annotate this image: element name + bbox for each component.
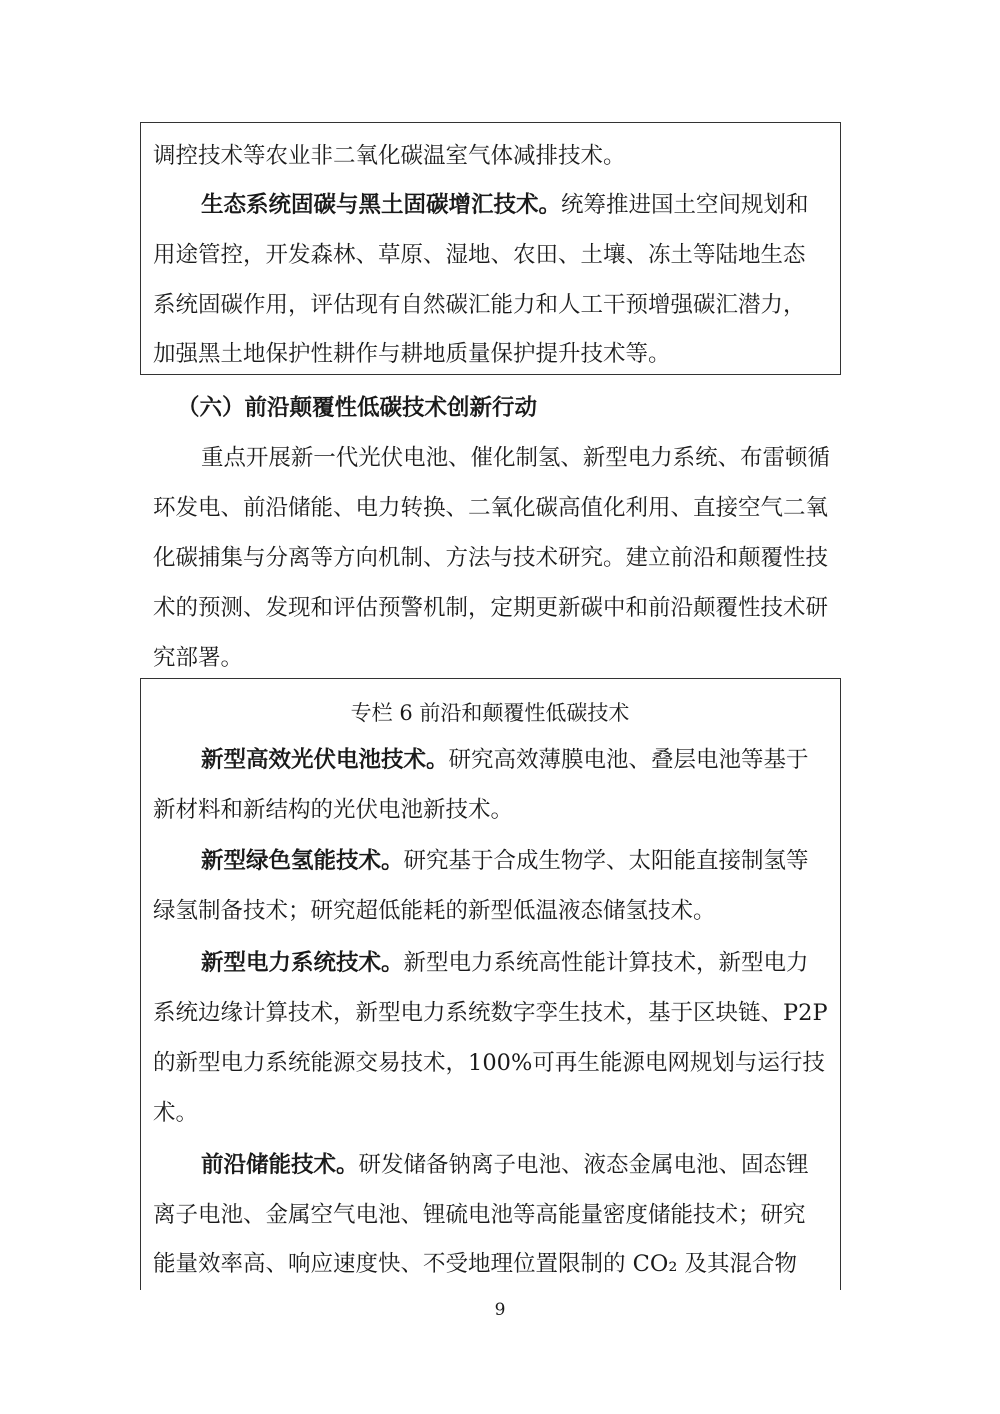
section-line-3: 化碳捕集与分离等方向机制、方法与技术研究。建立前沿和颠覆性技 [153, 545, 829, 571]
box2-item-power [201, 948, 809, 978]
box2-item-power-line-4: 术。 [153, 1100, 199, 1126]
box1-line-5: 加强黑土地保护性耕作与耕地质量保护提升技术等。 [153, 341, 671, 367]
box2-item-power-lead: 新型电力系统技术。 [201, 950, 404, 976]
section-heading: （六）前沿颠覆性低碳技术创新行动 [177, 395, 538, 421]
section-line-5: 究部署。 [153, 645, 244, 671]
box2-item-pv-lead: 新型高效光伏电池技术。 [201, 747, 449, 773]
section-line-1: 重点开展新一代光伏电池、催化制氢、新型电力系统、布雷顿循 [201, 445, 830, 471]
box2-item-pv-text: 研究高效薄膜电池、叠层电池等基于 [448, 747, 809, 773]
box1-paragraph-2-lead: 生态系统固碳与黑土固碳增汇技术。 [201, 192, 562, 218]
box2-item-storage-line-3: 能量效率高、响应速度快、不受地理位置限制的 CO₂ 及其混合物 [153, 1251, 797, 1277]
box2-item-storage [201, 1150, 809, 1180]
box2-item-hydrogen-text: 研究基于合成生物学、太阳能直接制氢等 [403, 848, 809, 874]
page-number: 9 [494, 1300, 506, 1320]
box2-item-pv-line-2: 新材料和新结构的光伏电池新技术。 [153, 797, 514, 823]
section-line-2: 环发电、前沿储能、电力转换、二氧化碳高值化利用、直接空气二氧 [153, 495, 829, 521]
box2-item-power-line-2: 系统边缘计算技术，新型电力系统数字孪生技术，基于区块链、P2P [153, 1000, 828, 1026]
box2-item-power-text: 新型电力系统高性能计算技术，新型电力 [403, 950, 809, 976]
box1-line-4: 系统固碳作用，评估现有自然碳汇能力和人工干预增强碳汇潜力， [153, 292, 806, 318]
box2-item-storage-text: 研发储备钠离子电池、液态金属电池、固态锂 [358, 1152, 809, 1178]
box1-paragraph-2 [201, 190, 809, 220]
box1-line-1: 调控技术等农业非二氧化碳温室气体减排技术。 [153, 143, 626, 169]
box2-item-power-line-3: 的新型电力系统能源交易技术，100%可再生能源电网规划与运行技 [153, 1050, 825, 1076]
box2-item-hydrogen [201, 846, 809, 876]
box2-item-storage-lead: 前沿储能技术。 [201, 1152, 359, 1178]
section-line-4: 术的预测、发现和评估预警机制，定期更新碳中和前沿颠覆性技术研 [153, 595, 829, 621]
box2-item-hydrogen-line-2: 绿氢制备技术；研究超低能耗的新型低温液态储氢技术。 [153, 898, 716, 924]
box2-item-pv [201, 745, 809, 775]
box2-item-hydrogen-lead: 新型绿色氢能技术。 [201, 848, 404, 874]
column-title: 专栏 6 前沿和颠覆性低碳技术 [350, 701, 630, 725]
box1-paragraph-2-text: 统筹推进国土空间规划和 [561, 192, 809, 218]
box2-item-storage-line-2: 离子电池、金属空气电池、锂硫电池等高能量密度储能技术；研究 [153, 1202, 806, 1228]
box1-line-3: 用途管控，开发森林、草原、湿地、农田、土壤、冻土等陆地生态 [153, 242, 806, 268]
